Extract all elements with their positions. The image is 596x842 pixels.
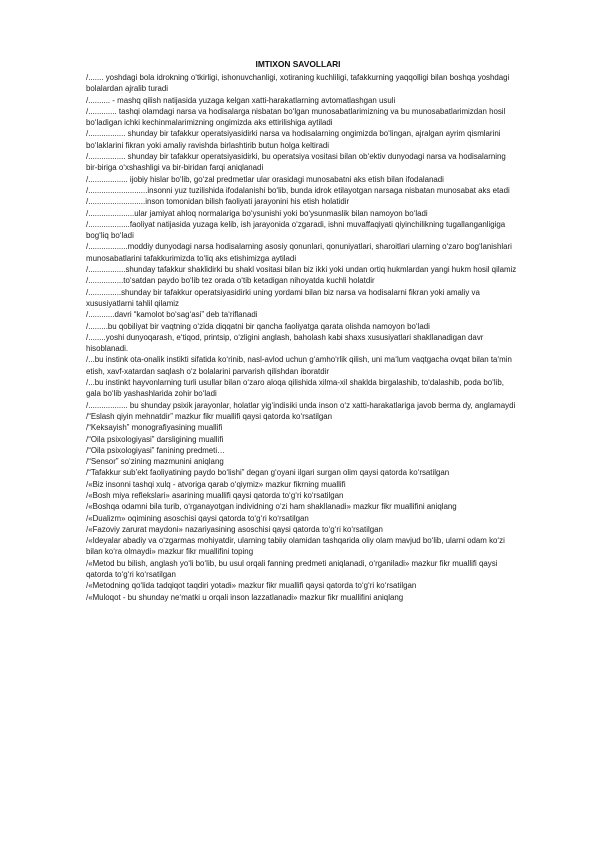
- question-item: /...bu instink ota-onalik instikti sifatida ko‘rinib, nasl-avlod uchun g‘amho‘rlik qilish, uni ma‘lum vaqtgacha ovqat bilan ta‘min etish, xavf-xatardan saqlash o‘z bolalarini parvarish qilishdan iboratdir: [86, 355, 512, 376]
- question-item: /«Bosh miya reflekslari» asarining muallifi qaysi qatorda to‘g‘ri ko‘rsatilgan: [86, 490, 344, 500]
- question-item: /...........................insonni yuz tuzilishida ifodalanishi bo‘lib, bunda idrok etilayotgan narsaga nisbatan munosabat aks etadi: [86, 185, 510, 195]
- question-item: /«Biz insonni tashqi xulq - atvoriga qarab o‘qiymiz» mazkur fikrning muallifi: [86, 479, 346, 489]
- question-item: /“Eslash qiyin mehnatdir” mazkur fikr muallifi qaysi qatorda ko‘rsatilgan: [86, 411, 333, 421]
- question-item: /.......... - mashq qilish natijasida yuzaga kelgan xatti-harakatlarning avtomatlashgan usuli: [86, 95, 396, 105]
- question-item: /........yoshi dunyoqarash, e‘tiqod, printsip, o‘zligini anglash, baholash kabi shaxs xususiyatlari shakllanadigan davr hisoblanadi.: [86, 332, 484, 354]
- question-item: /“Sensor” so‘zining mazmunini aniqlang: [86, 457, 224, 467]
- question-item: /«Ideyalar abadiy va o‘zgarmas mohiyatdir, ularning tabiiy olamidan tashqarida oliy olam mavjud bo‘lib, ularni odam ko‘zi bilan ko‘ra olmaydi» mazkur fikr muallifini toping: [86, 536, 505, 557]
- question-item: /............. tashqi olamdagi narsa va hodisalarga nisbatan bo‘lgan munosabatlarimizning va bu munosabatlarimizdan hosil bo‘ladigan ichki kechinmalarimizning ongimizda aks ettirilishiga aytiladi: [86, 106, 506, 128]
- document-title: IMTIXON SAVOLLARI: [255, 59, 341, 69]
- question-item: /..........................inson tomonidan bilish faoliyati jarayonini his etish holatidir: [86, 197, 350, 207]
- question-list: [86, 72, 518, 603]
- question-item: /“Tafakkur sub’ekt faoliyatining paydo bo‘lishi” degan g‘oyani ilgari surgan olim qaysi qatorda ko‘rsatilgan: [86, 468, 450, 478]
- question-item: /«Fazoviy zarurat maydoni» nazariyasining asoschisi qaysi qatorda to‘g‘ri ko‘rsatilgan: [86, 524, 383, 534]
- question-item: /“Oila psixologiyasi” fanining predmeti…: [86, 445, 226, 455]
- question-item: /................. shunday bir tafakkur operatsiyasidirki, bu operatsiya vositasi bilan ob‘ektiv dunyodagi narsa va hodisalarning bir-biriga o‘xshashligi va bir-biridan farqi aniqlanadi: [86, 152, 506, 173]
- question-item: /.................shunday tafakkur shaklidirki bu shakl vositasi bilan biz ikki yoki undan ortiq hukmlardan yangi hukm hosil qilamiz: [86, 265, 517, 275]
- question-item: /....... yoshdagi bola idrokning o‘tkirligi, ishonuvchanligi, xotiraning kuchliligi, tafakkurning yaqqolligi bilan boshqa yoshdagi bolalardan ajralib turadi: [86, 73, 510, 94]
- question-item: /...............shunday bir tafakkur operatsiyasidirki uning yordami bilan biz narsa va hodisalarni fikran yoki amaliy va xususiyatlarni tahlil qilamiz: [86, 287, 480, 308]
- question-item: /...bu instinkt hayvonlarning turli usullar bilan o‘zaro aloqa qilishida xilma-xil shaklda birgalashib, to‘dalashib, poda bo‘lib, gala bo‘lib yashashlarida zohir bo‘ladi: [86, 378, 504, 399]
- question-item: /“Keksayish” monografiyasining muallifi: [86, 423, 223, 433]
- question-item: /............davri “kamolot bo‘sag‘asi” deb ta‘riflanadi: [86, 310, 258, 320]
- question-item: /.........bu qobiliyat bir vaqtning o‘zida diqqatni bir qancha faoliyatga qarata olishda namoyon bo‘ladi: [86, 321, 430, 331]
- question-item: /..................moddiy dunyodagi narsa hodisalarning asosiy qonunlari, qonuniyatlari, sharoitlari ularning o‘zaro bog‘lanishlari munosabatlarini tafakkurimizda to‘liq aks etishimizga aytiladi: [86, 242, 512, 263]
- question-item: /...................faoliyat natijasida yuzaga kelib, ish jarayonida o‘zgaradi, ishni muvaffaqiyati qiyinchilikning tugallanganligiga bog‘liq bo‘ladi: [86, 219, 506, 241]
- question-item: /................. shunday bir tafakkur operatsiyasidirki narsa va hodisalarning ongimizda bo‘lingan, ajralgan ayrim qismlarini bo‘laklarini fikran yoki amaliy ravishda birlashtirib butun holga keltiradi: [86, 129, 501, 150]
- question-item: /.................. bu shunday psixik jarayonlar, holatlar yig‘indisiki unda inson o‘z xatti-harakatlariga javob berma dy, anglamaydi: [86, 400, 516, 410]
- question-item: /«Metodning qo‘lida tadqiqot taqdiri yotadi» mazkur fikr muallifi qaysi qatorda to‘g‘ri ko‘rsatilgan: [86, 581, 417, 591]
- question-item: /«Boshqa odamni bila turib, o‘rganayotgan individning o‘zi ham shakllanadi» mazkur fikr muallifini aniqlang: [86, 502, 457, 512]
- question-item: /................to‘satdan paydo bo‘lib tez orada o‘tib ketadigan nihoyatda kuchli holatdir: [86, 276, 375, 286]
- question-item: /“Oila psixologiyasi” darsligining muallifi: [86, 434, 224, 444]
- question-item: /.................. ijobiy hislar bo‘lib, go‘zal predmetlar ular orasidagi munosabatni aks etish bilan ifodalanadi: [86, 174, 444, 184]
- question-item: /.....................ular jamiyat ahloq normalariga bo‘ysunishi yoki bo‘ysunmaslik bilan namoyon bo‘ladi: [86, 208, 428, 218]
- question-item: /«Dualizm» oqimining asoschisi qaysi qatorda to‘g‘ri ko‘rsatilgan: [86, 513, 309, 523]
- question-item: /«Muloqot - bu shunday ne‘matki u orqali inson lazzatlanadi» mazkur fikr muallifini aniqlang: [86, 592, 404, 602]
- question-item: /«Metod bu bilish, anglash yo‘li bo‘lib, bu usul orqali fanning predmeti aniqlanadi, o‘rganiladi» mazkur fikr muallifi qaysi qatorda to‘g‘ri ko‘rsatilgan: [86, 558, 498, 580]
